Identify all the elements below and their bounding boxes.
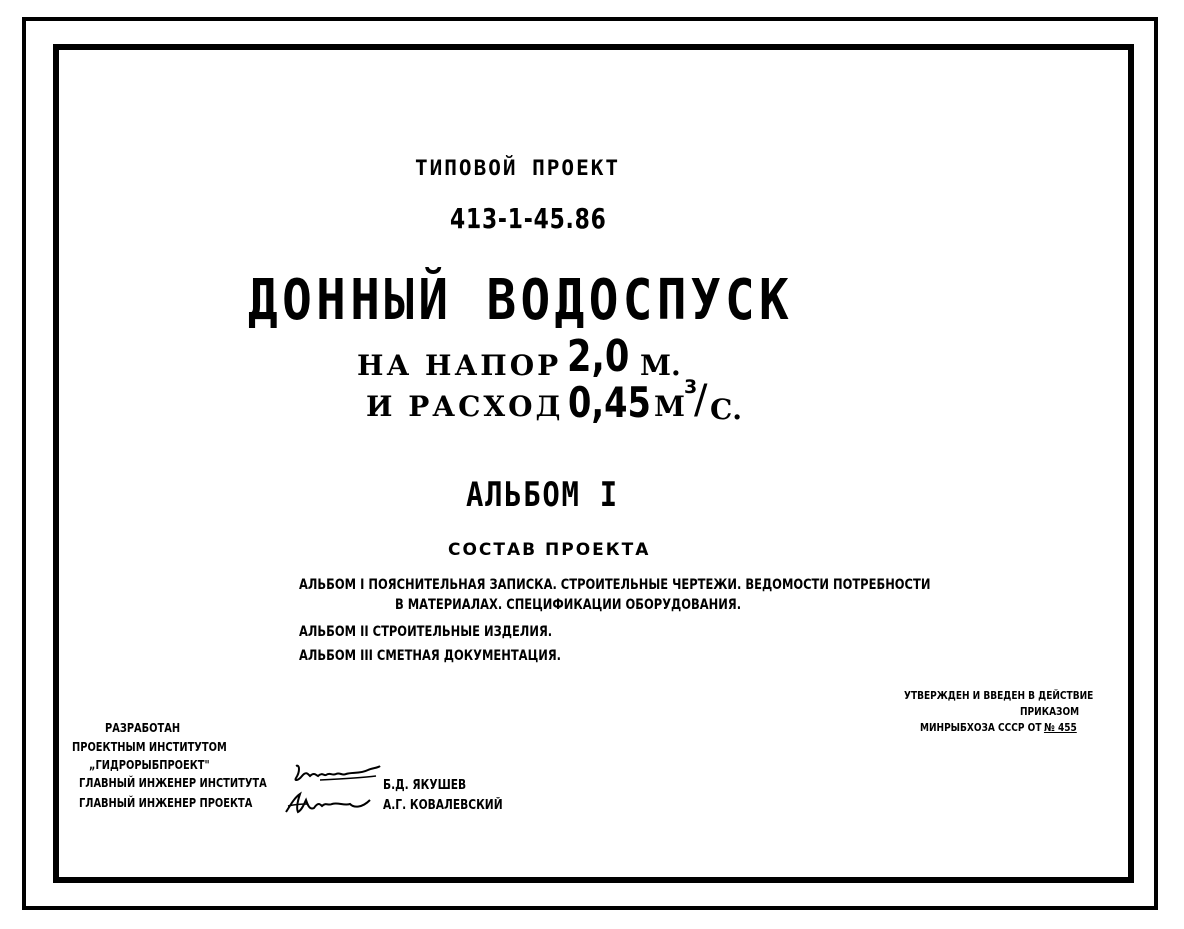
flow-unit-power: 3 [684, 376, 698, 398]
main-title: ДОННЫЙ ВОДОСПУСК [248, 268, 794, 333]
album-title: АЛЬБОМ I [466, 475, 619, 515]
developer-line-1: РАЗРАБОТАН [105, 721, 181, 735]
role-chief-engineer-institute: ГЛАВНЫЙ ИНЖЕНЕР ИНСТИТУТА [79, 776, 267, 790]
flow-unit-slash: / [694, 377, 708, 423]
developer-line-3: „ГИДРОРЫБПРОЕКТ" [89, 758, 210, 772]
album-item-3: АЛЬБОМ III СМЕТНАЯ ДОКУМЕНТАЦИЯ. [299, 648, 562, 664]
flow-unit-m: М [654, 390, 685, 423]
approval-order-number: № 455 [1043, 721, 1077, 734]
approval-line-3 [920, 722, 1077, 733]
composition-title: СОСТАВ ПРОЕКТА [448, 540, 651, 560]
album-item-1: АЛЬБОМ I ПОЯСНИТЕЛЬНАЯ ЗАПИСКА. СТРОИТЕЛЬНЫЕ ЧЕРТЕЖИ. ВЕДОМОСТИ ПОТРЕБНОСТИ [299, 577, 931, 593]
role-chief-engineer-project: ГЛАВНЫЙ ИНЖЕНЕР ПРОЕКТА [79, 796, 253, 810]
developer-line-2: ПРОЕКТНЫМ ИНСТИТУТОМ [72, 740, 227, 754]
name-kovalevsky: А.Г. КОВАЛЕВСКИЙ [383, 798, 503, 813]
flow-label: И РАСХОД [366, 390, 564, 423]
approval-line-1: УТВЕРЖДЕН И ВВЕДЕН В ДЕЙСТВИЕ [904, 689, 1094, 702]
project-number: 413-1-45.86 [450, 202, 607, 235]
signature-yakushev [290, 762, 382, 784]
name-yakushev: Б.Д. ЯКУШЕВ [383, 778, 467, 793]
approval-line-2: ПРИКАЗОМ [1020, 705, 1080, 718]
flow-value: 0,45 [568, 378, 651, 427]
album-item-1-continued: В МАТЕРИАЛАХ. СПЕЦИФИКАЦИИ ОБОРУДОВАНИЯ. [395, 597, 742, 613]
flow-unit-s: С. [710, 393, 743, 426]
head-label: НА НАПОР [357, 349, 562, 382]
album-item-2: АЛЬБОМ II СТРОИТЕЛЬНЫЕ ИЗДЕЛИЯ. [299, 624, 553, 640]
approval-authority: МИНРЫБХОЗА СССР ОТ [920, 721, 1042, 734]
signature-kovalevsky [282, 790, 378, 816]
head-unit: М. [640, 349, 681, 382]
head-value: 2,0 [567, 331, 630, 382]
project-type: ТИПОВОЙ ПРОЕКТ [415, 156, 621, 180]
